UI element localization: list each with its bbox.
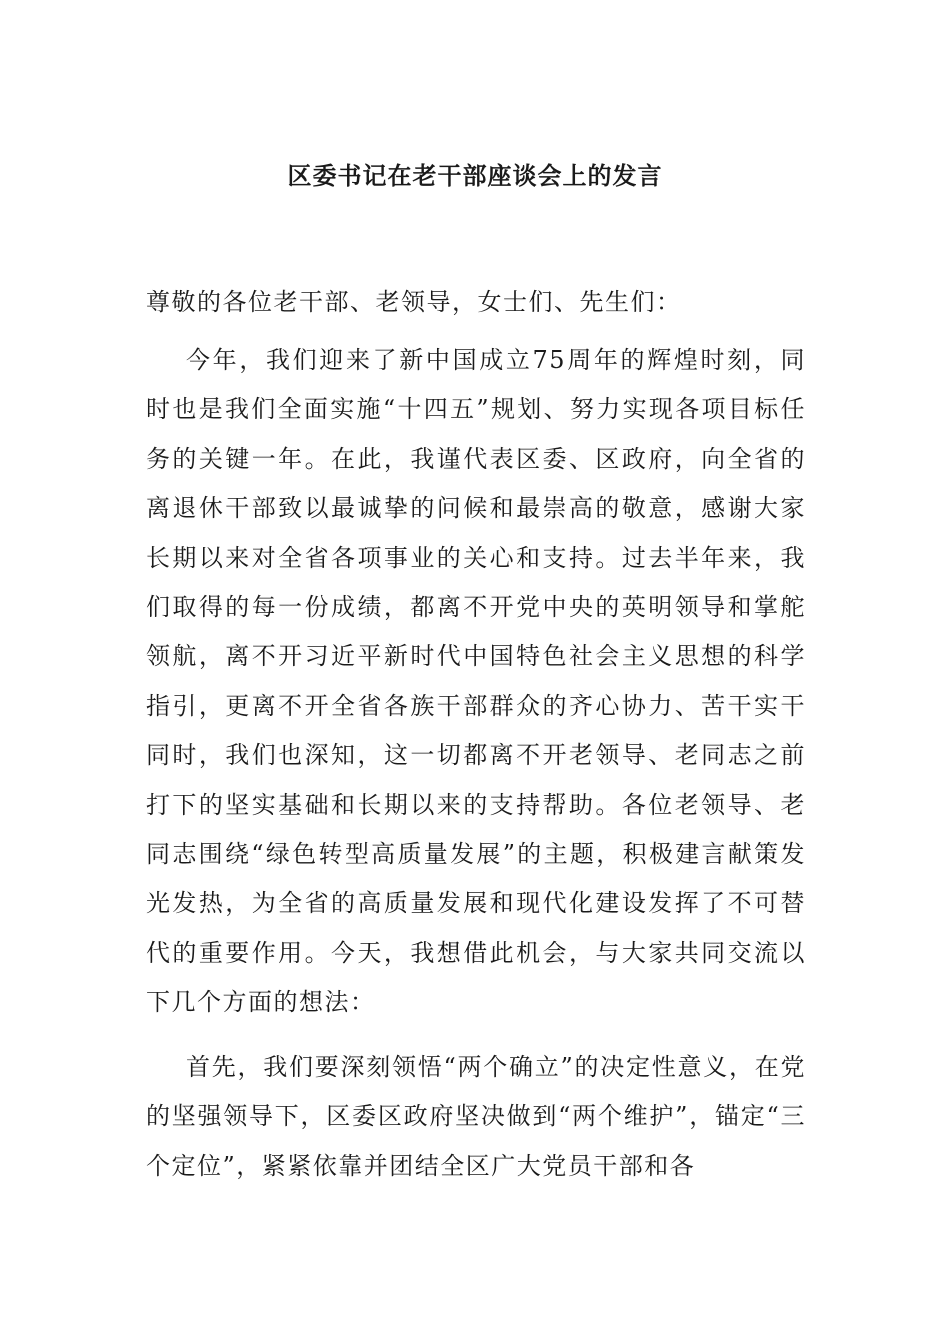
document-title: 区委书记在老干部座谈会上的发言 (287, 161, 663, 190)
salutation: 尊敬的各位老干部、老领导，女士们、先生们： (146, 288, 682, 316)
paragraph-2: 首先，我们要深刻领悟“两个确立”的决定性意义，在党的坚强领导下，区委区政府坚决做到“两个维护”，锚定“三个定位”，紧紧依靠并团结全区广大党员干部和各 (146, 1053, 806, 1180)
paragraph-1: 今年，我们迎来了新中国成立75周年的辉煌时刻，同时也是我们全面实施“十四五”规划、努力实现各项目标任务的关键一年。在此，我谨代表区委、区政府，向全省的离退休干部致以最诚挚的问候和最崇高的敬意，感谢大家长期以来对全省各项事业的关心和支持。过去半年来，我们取得的每一份成绩，都离不开党中央的英明领导和掌舵领航，离不开习近平新时代中国特色社会主义思想的科学指引，更离不开全省各族干部群众的齐心协力、苦干实干同时，我们也深知，这一切都离不开老领导、老同志之前打下的坚实基础和长期以来的支持帮助。各位老领导、老同志围绕“绿色转型高质量发展”的主题，积极建言献策发光发热，为全省的高质量发展和现代化建设发挥了不可替代的重要作用。今天，我想借此机会，与大家共同交流以下几个方面的想法： (146, 346, 806, 1017)
